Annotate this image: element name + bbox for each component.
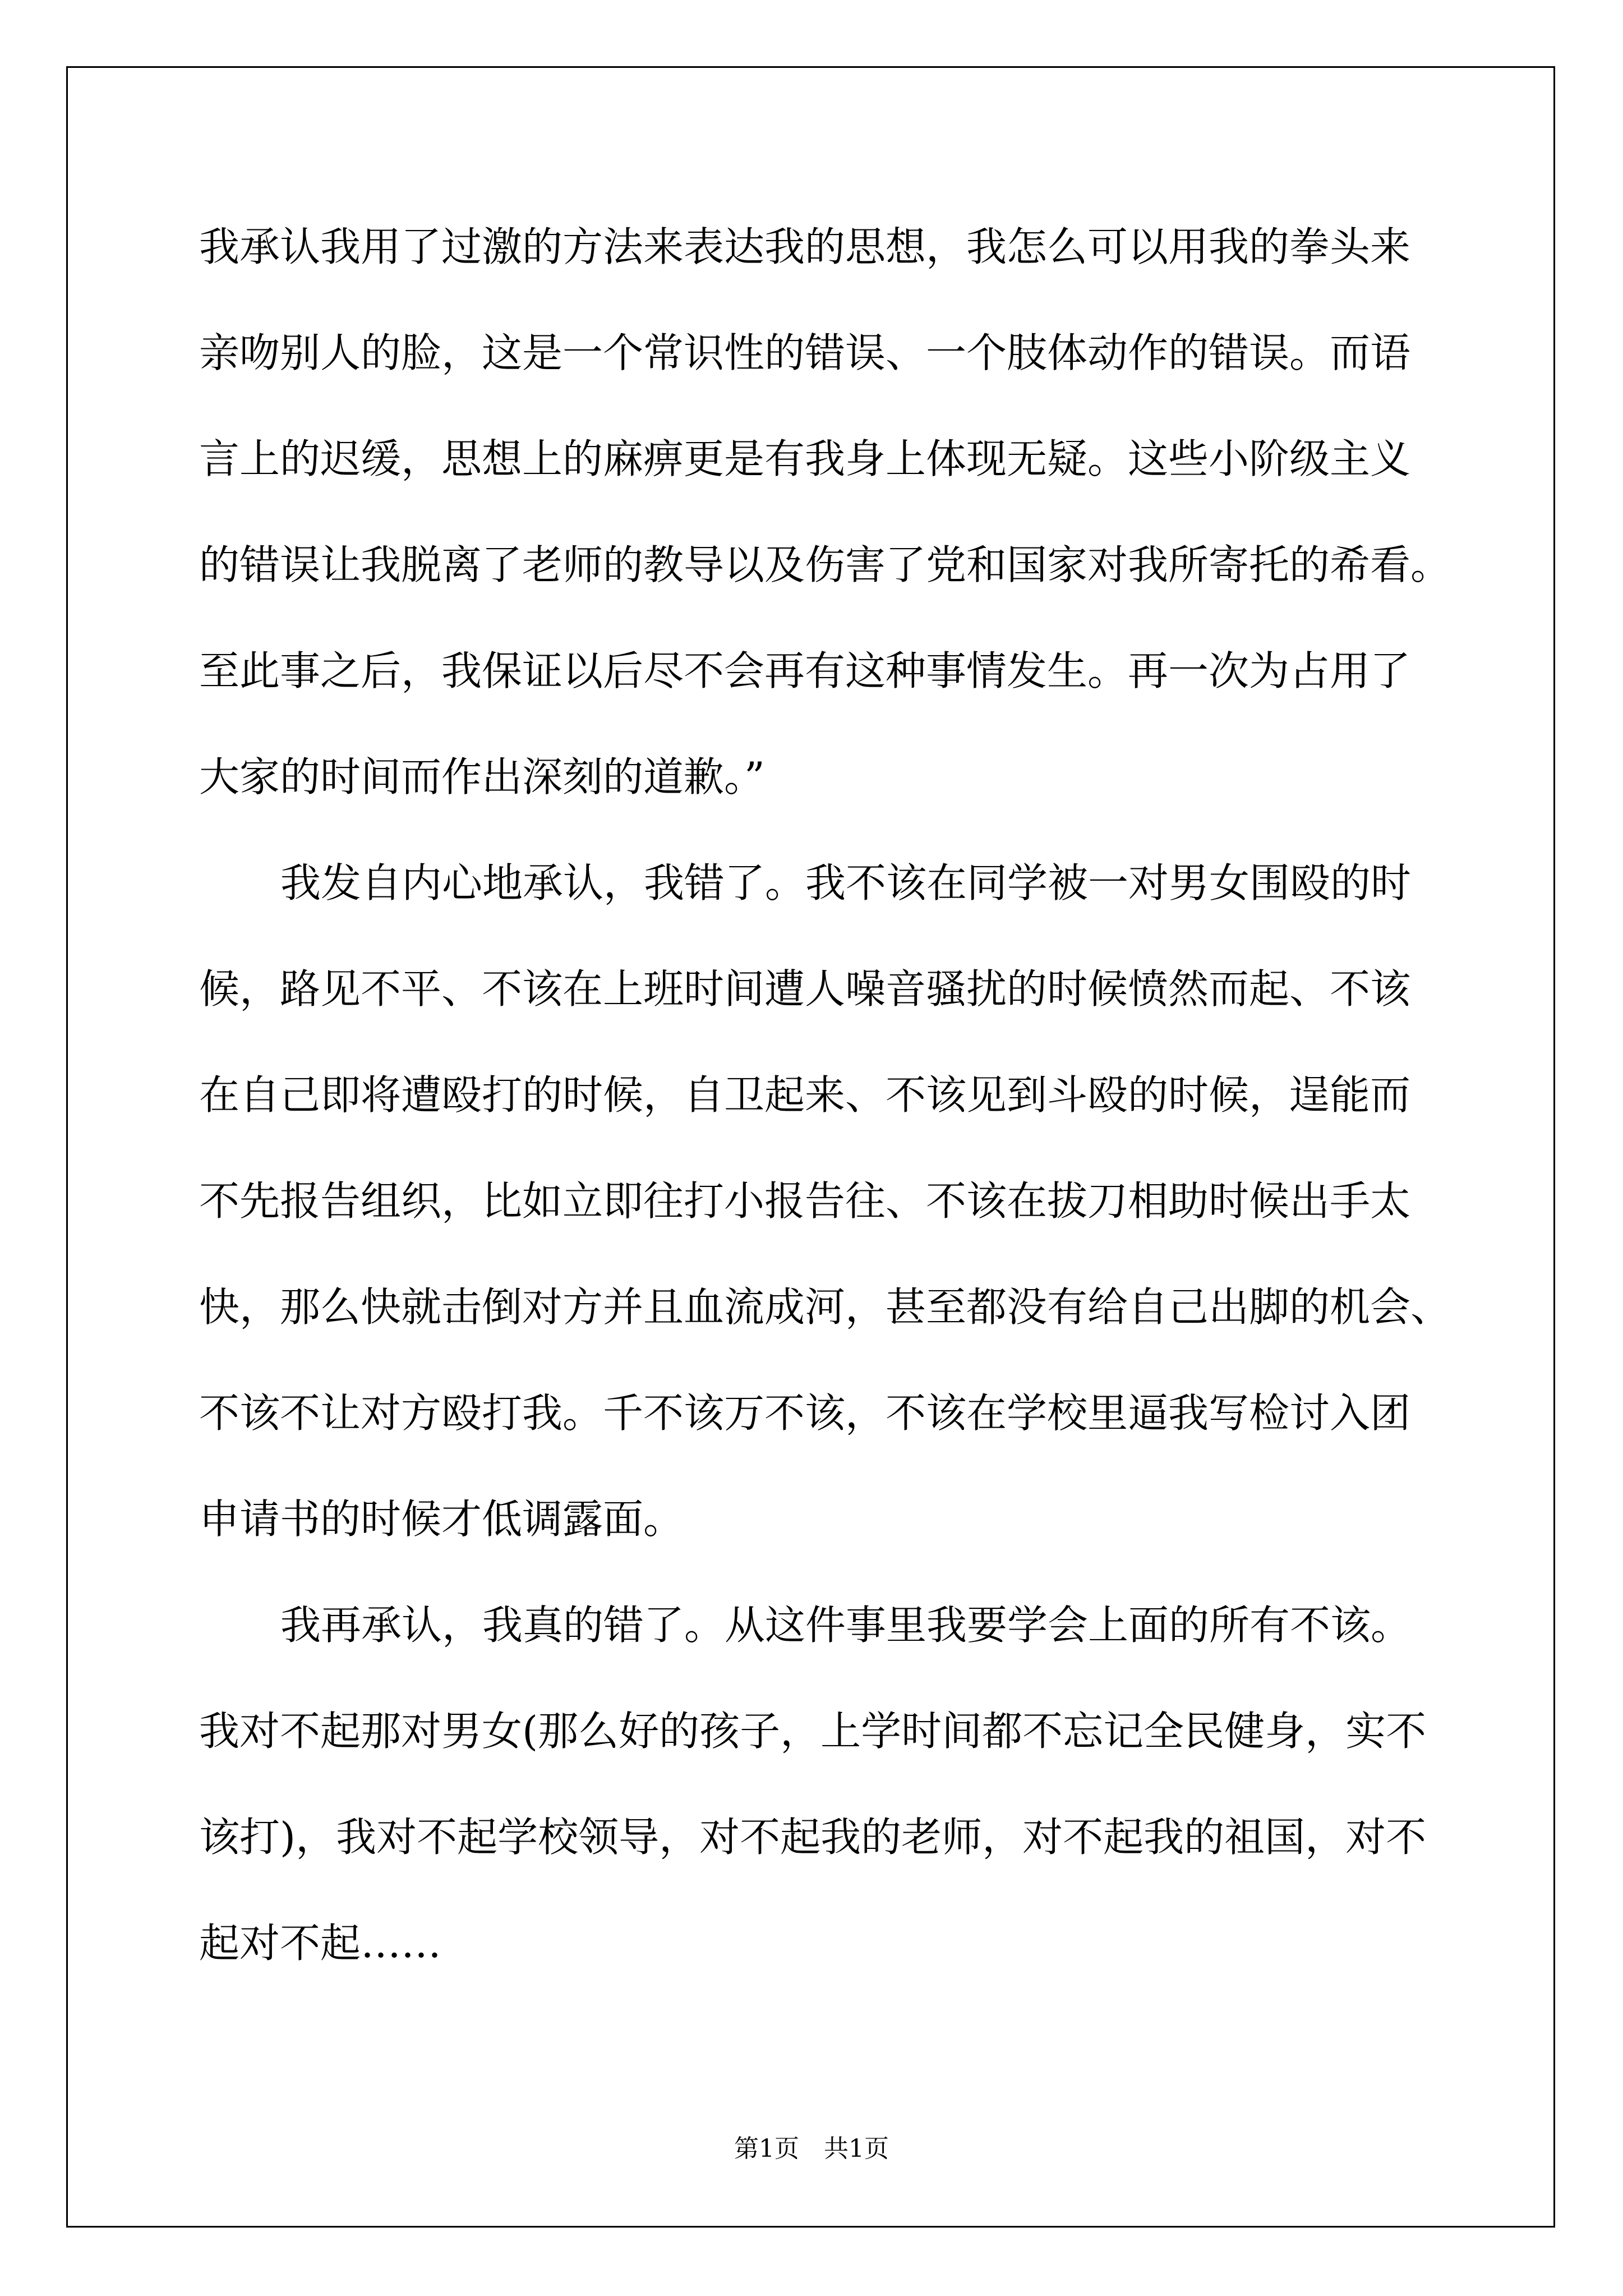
body-line-7: 我发自内心地承认，我错了。我不该在同学被一对男女围殴的时 [280,859,1412,907]
body-line-14: 我再承认，我真的错了。从这件事里我要学会上面的所有不该。 [280,1602,1412,1649]
body-line-15: 我对不起那对男女(那么好的孩子，上学时间都不忘记全民健身，实不 [199,1708,1427,1755]
body-line-9: 在自己即将遭殴打的时候，自卫起来、不该见到斗殴的时候，逞能而 [199,1071,1411,1119]
page-border [66,66,1555,2228]
body-line-1: 我承认我用了过激的方法来表达我的思想，我怎么可以用我的拳头来 [199,223,1411,270]
body-line-10: 不先报告组织，比如立即往打小报告往、不该在拔刀相助时候出手太 [199,1177,1411,1225]
body-line-8: 候，路见不平、不该在上班时间遭人噪音骚扰的时候愤然而起、不该 [199,965,1411,1013]
body-line-13: 申请书的时候才低调露面。 [199,1496,684,1543]
body-line-5: 至此事之后，我保证以后尽不会再有这种事情发生。再一次为占用了 [199,647,1411,694]
body-line-6: 大家的时间而作出深刻的道歉。” [199,753,765,800]
body-line-3: 言上的迟缓，思想上的麻痹更是有我身上体现无疑。这些小阶级主义 [199,435,1411,482]
body-line-4: 的错误让我脱离了老师的教导以及伤害了党和国家对我所寄托的希看。 [199,541,1451,588]
page-footer: 第1页 共1页 [734,2134,889,2163]
body-line-16: 该打)，我对不起学校领导，对不起我的老师，对不起我的祖国，对不 [199,1814,1427,1861]
body-line-11: 快，那么快就击倒对方并且血流成河，甚至都没有给自己出脚的机会、 [199,1283,1451,1331]
body-line-12: 不该不让对方殴打我。千不该万不该，不该在学校里逼我写检讨入团 [199,1389,1411,1437]
body-line-17: 起对不起…… [199,1920,442,1967]
body-line-2: 亲吻别人的脸，这是一个常识性的错误、一个肢体动作的错误。而语 [199,329,1411,376]
